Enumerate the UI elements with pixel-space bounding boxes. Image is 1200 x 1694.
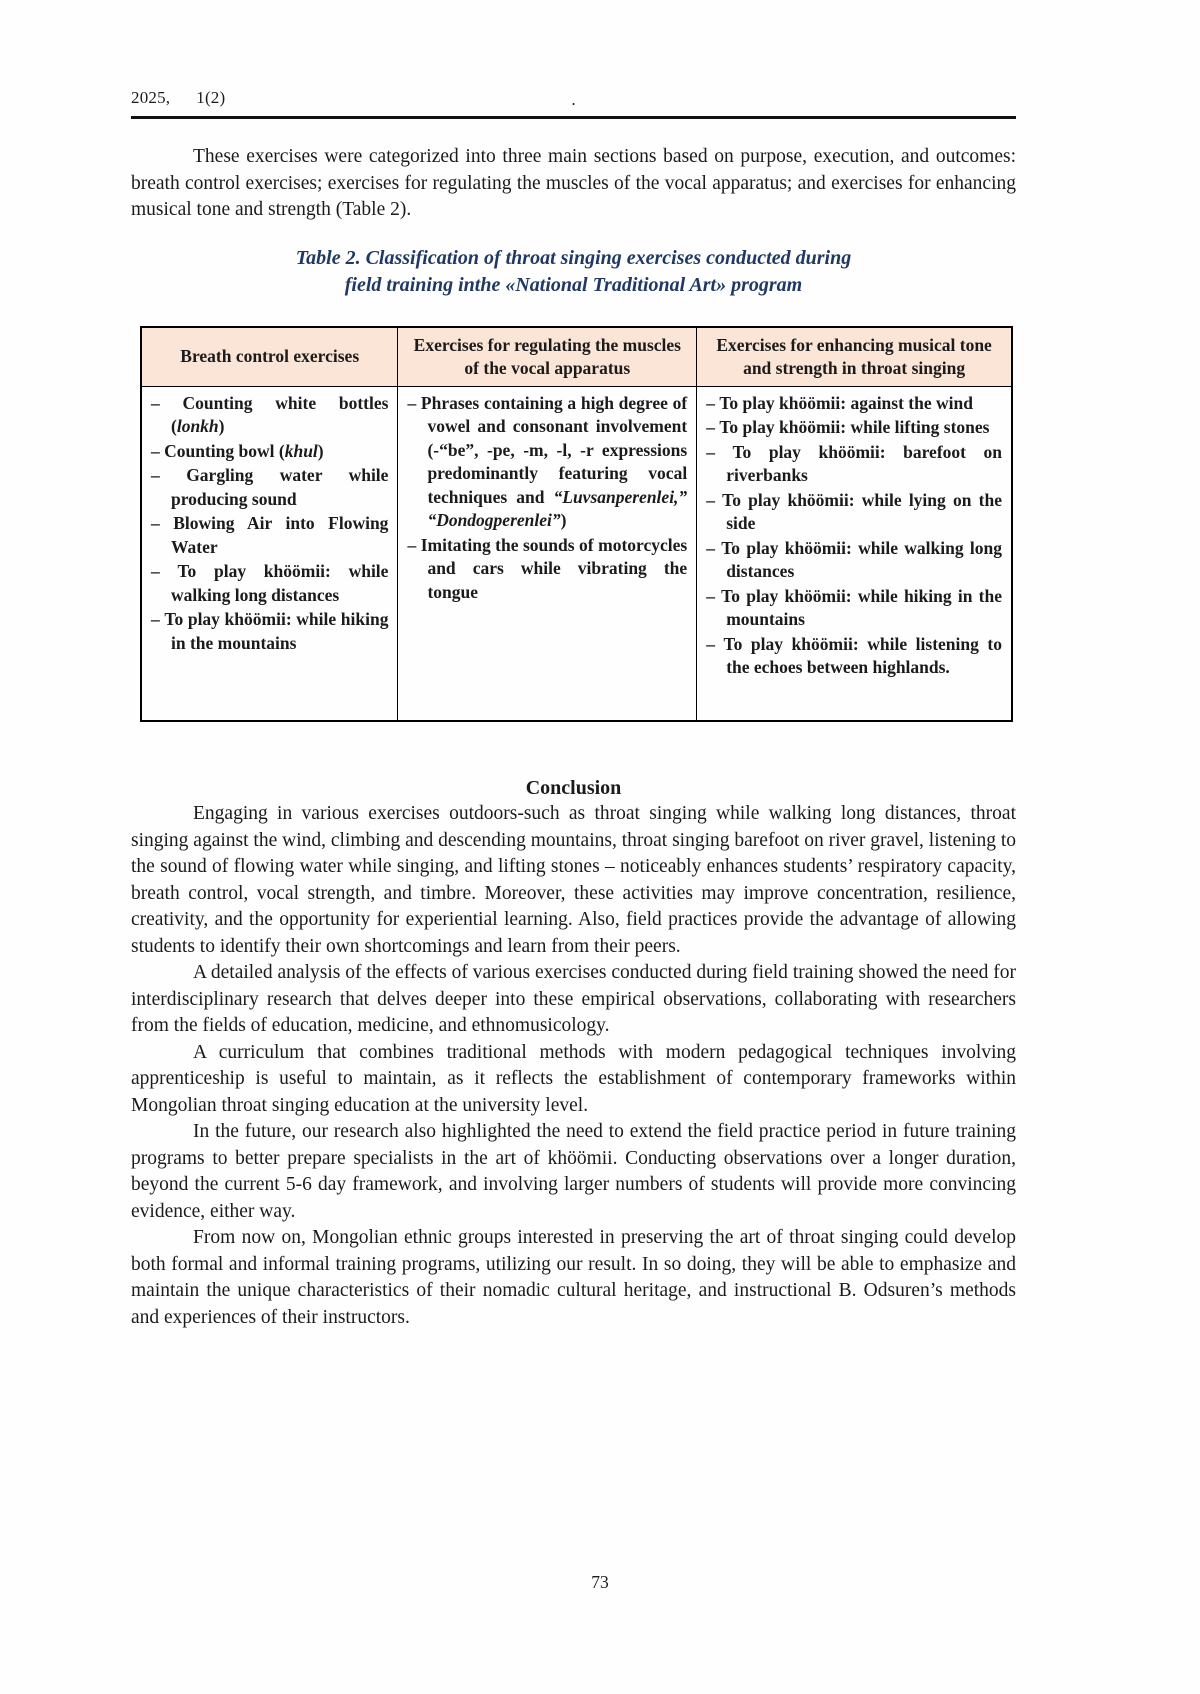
- conclusion-paragraph-2: A detailed analysis of the effects of various exercises conducted during field training showed the need for interdisciplinary research that delves deeper into these empirical observations, collaborating with researchers from the fields of education, medicine, and ethnomusicology.: [131, 962, 1016, 1036]
- page-number: 73: [591, 1572, 609, 1592]
- table-list-item: [706, 585, 1002, 632]
- table-list-item-text: “Luvsanperenlei,” “Dondogperenlei”: [427, 486, 688, 530]
- list-dash-marker: –: [151, 561, 178, 581]
- header-center-mark: .: [571, 90, 576, 109]
- table-list-item-text: To play khöömii: while walking long distances: [171, 561, 389, 605]
- table-list-item: [706, 489, 1002, 536]
- table-list-item-text: Gargling water while producing sound: [171, 465, 389, 509]
- table-list-item-text: Counting white bottles (: [171, 392, 389, 436]
- table-header-row: [141, 327, 1012, 387]
- table-list-item: [706, 633, 1002, 680]
- table-list-item-text: Counting bowl (: [164, 440, 285, 461]
- list-dash-marker: –: [407, 534, 421, 555]
- table-list-item-text: To play khöömii: while lifting stones: [719, 417, 990, 437]
- journal-issue: 1(2): [196, 88, 226, 107]
- table-caption-line-2: field training inthe «National Traditional Art» program: [344, 273, 803, 296]
- table-list-item: [407, 392, 687, 533]
- list-dash-marker: –: [706, 633, 724, 654]
- table-list-item: [151, 440, 388, 464]
- conclusion-heading: Conclusion: [525, 777, 622, 799]
- table-list-item: [151, 512, 388, 559]
- table-cell-vocal-apparatus: [398, 386, 697, 721]
- header-rule: [131, 116, 1016, 119]
- table-list-item: [407, 534, 687, 605]
- table-list-item-text: ): [317, 440, 324, 461]
- table-cell-breath-control: [141, 386, 398, 721]
- table-list-vocal-apparatus: [407, 392, 687, 605]
- table-list-item-text: To play khöömii: while hiking in the mountains: [721, 585, 1002, 629]
- list-dash-marker: –: [151, 513, 174, 533]
- conclusion-paragraph-4: In the future, our research also highlighted the need to extend the field practice period in future training programs to better prepare specialists in the art of khöömii. Conducting observations over a longer duration, beyond the current 5-6 day framework, and involving larger numbers of students will provide more convincing evidence, either way.: [131, 1121, 1016, 1222]
- table-list-item: [706, 537, 1002, 584]
- table-list-item-text: Imitating the sounds of motorcycles and cars while vibrating the tongue: [420, 534, 688, 602]
- table-column-header-musical-tone: Exercises for enhancing musical tone and strength in throat singing: [697, 327, 1012, 387]
- table-list-item-text: ): [560, 510, 567, 530]
- list-dash-marker: –: [706, 537, 722, 558]
- table-cell-musical-tone: [697, 386, 1012, 721]
- table-list-item: [151, 560, 388, 607]
- list-dash-marker: –: [706, 392, 720, 413]
- table-list-item: [706, 392, 1002, 416]
- list-dash-marker: –: [706, 441, 733, 462]
- list-dash-marker: –: [151, 440, 165, 461]
- table-list-item: [706, 441, 1002, 488]
- table-list-item: [151, 608, 388, 655]
- list-dash-marker: –: [151, 392, 183, 413]
- header-row: [131, 88, 1016, 110]
- table-caption: [131, 245, 1016, 299]
- table-list-item: [151, 464, 388, 511]
- conclusion-paragraph-1: Engaging in various exercises outdoors-such as throat singing while walking long distances, throat singing against the wind, climbing and descending mountains, throat singing barefoot on river gravel, listening to the sound of flowing water while singing, and lifting stones – noticeably enhances students’ respiratory capacity, breath control, vocal strength, and timbre. Moreover, these activities may improve concentration, resilience, creativity, and the opportunity for experiential learning. Also, field practices provide the advantage of allowing students to identify their own shortcomings and learn from their peers.: [131, 803, 1016, 957]
- table-list-breath-control: [151, 392, 388, 656]
- table-list-item-text: Blowing Air into Flowing Water: [171, 513, 389, 557]
- list-dash-marker: –: [706, 489, 723, 510]
- list-dash-marker: –: [151, 609, 165, 629]
- table-list-item-text: Phrases containing a high degree of vowel and consonant involvement (-“be”, -pe, -m, -l, -r expressions predominantly featuring vocal techniques and: [420, 392, 688, 507]
- table-list-item-text: To play khöömii: while hiking in the mountains: [164, 609, 389, 653]
- list-dash-marker: –: [407, 392, 421, 413]
- journal-year: 2025,: [131, 88, 171, 107]
- table-list-item-text: lonkh: [176, 416, 219, 436]
- list-dash-marker: –: [706, 417, 720, 437]
- table-list-musical-tone: [706, 392, 1002, 680]
- table-body-row: [141, 386, 1012, 721]
- conclusion-paragraph-3: A curriculum that combines traditional methods with modern pedagogical techniques involving apprenticeship is useful to maintain, as it reflects the establishment of contemporary frameworks within Mongolian throat singing education at the university level.: [131, 1041, 1016, 1116]
- table-list-item: [151, 392, 388, 439]
- table-column-header-breath-control: Breath control exercises: [141, 327, 398, 387]
- table-list-item-text: khul: [284, 440, 318, 461]
- table-list-item-text: ): [218, 416, 225, 436]
- table-list-item-text: To play khöömii: against the wind: [719, 392, 973, 413]
- table-list-item-text: To play khöömii: while lying on the side: [722, 489, 1002, 533]
- page-header: [131, 0, 1016, 119]
- table-list-item-text: To play khöömii: while listening to the echoes between highlands.: [723, 633, 1003, 677]
- conclusion-paragraph-5: From now on, Mongolian ethnic groups interested in preserving the art of throat singing could develop both formal and informal training programs, utilizing our result. In so doing, they will be able to emphasize and maintain the unique characteristics of their nomadic cultural heritage, and instructional B. Odsuren’s methods and experiences of their instructors.: [131, 1227, 1016, 1328]
- exercise-classification-table: [140, 326, 1013, 723]
- list-dash-marker: –: [706, 585, 722, 606]
- table-list-item-text: To play khöömii: while walking long distances: [721, 537, 1002, 581]
- intro-paragraph: These exercises were categorized into three main sections based on purpose, execution, and outcomes: breath control exercises; exercises for regulating the muscles of the vocal apparatus; and exercises for enhancing musical tone and strength (Table 2).: [131, 146, 1016, 220]
- list-dash-marker: –: [151, 465, 187, 485]
- journal-year-issue: [131, 88, 225, 108]
- table-caption-line-1: Table 2. Classification of throat singing exercises conducted during: [295, 246, 852, 269]
- table-column-header-vocal-apparatus: Exercises for regulating the muscles of the vocal apparatus: [398, 327, 697, 387]
- table-list-item: [706, 416, 1002, 440]
- table-list-item-text: To play khöömii: barefoot on riverbanks: [726, 441, 1002, 485]
- page-content: [131, 0, 1016, 1331]
